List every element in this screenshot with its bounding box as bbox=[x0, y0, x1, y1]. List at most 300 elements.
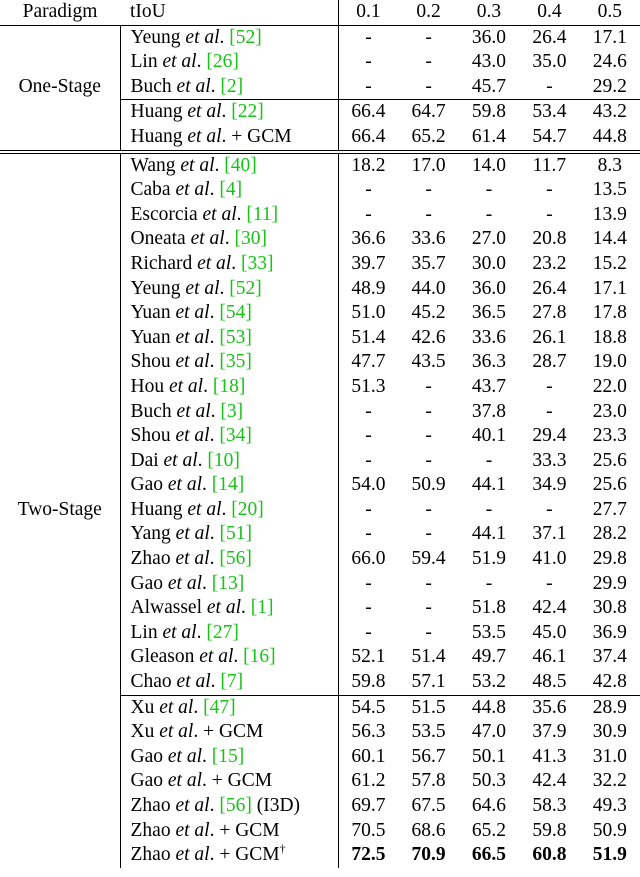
method-suffix: . + GCM bbox=[221, 125, 292, 147]
value-cell: 51.4 bbox=[351, 326, 386, 348]
citation[interactable]: [56] bbox=[219, 795, 252, 816]
value-cell: - bbox=[365, 621, 372, 643]
method-author: Huang bbox=[130, 125, 183, 147]
method-suffix: . bbox=[209, 326, 220, 348]
value-cell: 30.9 bbox=[592, 721, 627, 743]
method-suffix: . bbox=[197, 449, 208, 471]
value-cell: - bbox=[485, 498, 493, 520]
value-cell: 26.1 bbox=[532, 326, 567, 348]
header-tiou: tIoU bbox=[120, 0, 338, 25]
value-cell: 72.5 bbox=[351, 844, 386, 866]
value-cell: 24.6 bbox=[592, 51, 627, 73]
method-suffix: . + GCM bbox=[193, 721, 264, 743]
value-cell: 45.0 bbox=[532, 621, 567, 643]
method-etal: et al bbox=[175, 795, 210, 816]
method-cell bbox=[120, 695, 338, 720]
value-cell: 51.3 bbox=[351, 375, 386, 397]
value-cell: 23.3 bbox=[592, 425, 627, 447]
value-cell: 17.1 bbox=[592, 26, 627, 48]
method-author: Zhao bbox=[130, 795, 171, 816]
method-author: Richard bbox=[130, 252, 193, 274]
value-cell: 23.2 bbox=[532, 252, 567, 274]
header-paradigm: Paradigm bbox=[0, 0, 120, 25]
value-cell: 36.6 bbox=[351, 228, 386, 250]
value-cell: 39.7 bbox=[351, 252, 386, 274]
value-cell: - bbox=[546, 572, 553, 594]
method-etal: et al bbox=[175, 548, 210, 570]
value-cell: 51.0 bbox=[351, 302, 386, 324]
value-cell: - bbox=[425, 375, 432, 397]
method-etal: et al bbox=[180, 154, 215, 176]
method-cell bbox=[120, 745, 338, 770]
value-cell: 68.6 bbox=[411, 819, 446, 841]
value-cell: - bbox=[365, 51, 372, 73]
value-cell: - bbox=[425, 597, 432, 619]
value-cell: 34.9 bbox=[532, 474, 567, 496]
value-cell: 28.2 bbox=[592, 523, 627, 545]
method-author: Lin bbox=[130, 621, 158, 643]
header-threshold: 0.5 bbox=[580, 0, 640, 25]
value-cell: - bbox=[546, 179, 553, 201]
value-cell: 26.4 bbox=[532, 26, 567, 48]
value-cell: 30.8 bbox=[592, 597, 627, 619]
citation[interactable]: [15] bbox=[211, 745, 245, 767]
value-cell: - bbox=[365, 400, 372, 422]
value-cell: 33.6 bbox=[411, 228, 446, 250]
value-cell: 67.5 bbox=[411, 795, 446, 816]
value-cell: 17.0 bbox=[398, 152, 458, 179]
value-cell: 36.0 bbox=[471, 26, 507, 48]
value-cell: 57.8 bbox=[411, 770, 446, 792]
value-cell: 43.2 bbox=[580, 100, 640, 125]
value-cell: 35.0 bbox=[532, 51, 567, 73]
value-cell: 33.3 bbox=[532, 449, 567, 471]
value-cell: 37.1 bbox=[532, 523, 567, 545]
dagger-mark: † bbox=[279, 841, 286, 856]
value-cell: 35.6 bbox=[519, 695, 579, 720]
value-cell: - bbox=[425, 26, 432, 48]
method-etal: et al bbox=[185, 26, 220, 48]
method-suffix: . bbox=[209, 523, 220, 545]
value-cell: 45.2 bbox=[411, 302, 446, 324]
citation[interactable]: [35] bbox=[219, 351, 252, 373]
value-cell: - bbox=[425, 449, 432, 471]
method-etal: et al bbox=[167, 745, 202, 767]
method-cell bbox=[120, 50, 338, 75]
value-cell: 61.4 bbox=[471, 125, 507, 147]
value-cell: - bbox=[425, 498, 432, 520]
value-cell: 44.1 bbox=[471, 523, 507, 545]
method-etal: et al bbox=[185, 277, 220, 299]
citation[interactable]: [20] bbox=[231, 498, 264, 520]
value-cell: 18.2 bbox=[338, 152, 398, 179]
method-author: Shou bbox=[130, 351, 171, 373]
value-cell: - bbox=[546, 203, 553, 225]
value-cell: 66.4 bbox=[351, 125, 386, 147]
method-etal: et al bbox=[176, 671, 211, 693]
method-etal: et al bbox=[175, 326, 210, 348]
method-author: Oneata bbox=[130, 228, 186, 250]
value-cell: - bbox=[485, 572, 493, 594]
citation[interactable]: [18] bbox=[212, 375, 246, 397]
value-cell: 42.8 bbox=[592, 671, 627, 693]
value-cell: 53.5 bbox=[471, 621, 507, 643]
citation[interactable]: [22] bbox=[231, 101, 264, 123]
method-author: Gao bbox=[130, 474, 163, 496]
value-cell: 54.5 bbox=[338, 695, 398, 720]
value-cell: 44.0 bbox=[411, 277, 446, 299]
citation[interactable]: [54] bbox=[219, 302, 252, 324]
value-cell: 54.0 bbox=[351, 474, 386, 496]
method-cell bbox=[120, 769, 338, 794]
value-cell: 70.9 bbox=[411, 844, 446, 866]
value-cell: - bbox=[365, 449, 372, 471]
method-author: Yuan bbox=[130, 326, 171, 348]
value-cell: 13.9 bbox=[592, 203, 627, 225]
value-cell: 14.0 bbox=[459, 152, 519, 179]
citation[interactable]: [26] bbox=[206, 51, 239, 73]
method-cell bbox=[120, 125, 338, 152]
citation[interactable]: [52] bbox=[229, 277, 262, 299]
value-cell: 51.9 bbox=[471, 548, 507, 570]
method-etal: et al bbox=[175, 844, 210, 866]
method-author: Zhao bbox=[130, 844, 171, 866]
method-cell bbox=[120, 326, 338, 351]
value-cell: - bbox=[425, 523, 432, 545]
value-cell: - bbox=[485, 203, 493, 225]
header-threshold: 0.3 bbox=[459, 0, 519, 25]
citation[interactable]: [30] bbox=[234, 228, 267, 250]
citation[interactable]: [1] bbox=[250, 597, 274, 619]
method-cell bbox=[120, 843, 338, 868]
value-cell: 57.1 bbox=[411, 671, 446, 693]
citation[interactable]: [14] bbox=[211, 474, 245, 496]
method-cell bbox=[120, 152, 338, 179]
method-note: (I3D) bbox=[251, 795, 301, 816]
header-row bbox=[0, 0, 640, 25]
method-etal: et al bbox=[199, 646, 234, 668]
method-suffix: . bbox=[209, 179, 220, 201]
value-cell: 59.4 bbox=[411, 548, 446, 570]
value-cell: 60.8 bbox=[532, 844, 567, 866]
method-suffix: . bbox=[231, 252, 241, 274]
value-cell: - bbox=[425, 425, 432, 447]
value-cell: 11.7 bbox=[519, 152, 579, 179]
method-etal: et al bbox=[187, 498, 222, 520]
method-etal: et al bbox=[175, 819, 210, 841]
method-etal: et al bbox=[162, 51, 197, 73]
value-cell: 36.0 bbox=[471, 277, 507, 299]
method-suffix: . bbox=[203, 375, 213, 397]
value-cell: 51.9 bbox=[592, 844, 627, 866]
method-suffix: . bbox=[209, 795, 220, 816]
value-cell: 36.3 bbox=[471, 351, 507, 373]
value-cell: - bbox=[485, 179, 493, 201]
method-cell bbox=[120, 203, 338, 228]
method-author: Chao bbox=[130, 671, 172, 693]
value-cell: 52.1 bbox=[351, 646, 386, 668]
value-cell: - bbox=[425, 179, 432, 201]
value-cell: 41.3 bbox=[532, 745, 567, 767]
value-cell: 44.8 bbox=[592, 125, 627, 147]
method-cell bbox=[120, 400, 338, 425]
method-etal: et al bbox=[162, 621, 197, 643]
value-cell: - bbox=[546, 375, 553, 397]
value-cell: 42.4 bbox=[532, 597, 567, 619]
value-cell: - bbox=[546, 75, 553, 97]
value-cell: 46.1 bbox=[532, 646, 567, 668]
citation[interactable]: [33] bbox=[240, 252, 274, 274]
value-cell: 54.7 bbox=[532, 125, 567, 147]
method-author: Lin bbox=[130, 51, 158, 73]
citation[interactable]: [53] bbox=[219, 326, 252, 348]
value-cell: 49.7 bbox=[471, 646, 507, 668]
method-etal: et al bbox=[187, 125, 222, 147]
value-cell: 53.4 bbox=[519, 100, 579, 125]
method-suffix: . + GCM bbox=[209, 844, 280, 866]
method-etal: et al bbox=[202, 203, 237, 225]
method-cell bbox=[120, 522, 338, 547]
method-cell bbox=[120, 100, 338, 125]
value-cell: 27.7 bbox=[592, 498, 627, 520]
method-suffix: . bbox=[193, 696, 204, 718]
value-cell: 29.2 bbox=[592, 75, 627, 97]
method-suffix: . bbox=[209, 548, 220, 570]
value-cell: 43.5 bbox=[411, 351, 446, 373]
method-author: Buch bbox=[130, 400, 172, 422]
value-cell: 65.2 bbox=[411, 125, 446, 147]
value-cell: 13.5 bbox=[592, 179, 627, 201]
value-cell: - bbox=[365, 498, 372, 520]
method-etal: et al bbox=[175, 179, 210, 201]
citation[interactable]: [40] bbox=[224, 154, 257, 176]
method-cell bbox=[120, 547, 338, 572]
method-suffix: . bbox=[221, 498, 232, 520]
value-cell: 35.7 bbox=[411, 252, 446, 274]
citation[interactable]: [13] bbox=[211, 572, 245, 594]
method-etal: et al bbox=[159, 696, 194, 718]
value-cell: - bbox=[365, 572, 372, 594]
value-cell: 51.8 bbox=[471, 597, 507, 619]
method-author: Gao bbox=[130, 770, 163, 792]
value-cell: 20.8 bbox=[532, 228, 567, 250]
method-author: Hou bbox=[130, 375, 165, 397]
method-author: Huang bbox=[130, 498, 183, 520]
table-row bbox=[0, 25, 640, 50]
value-cell: 58.3 bbox=[532, 795, 567, 816]
citation[interactable]: [3] bbox=[220, 400, 244, 422]
method-etal: et al bbox=[175, 425, 210, 447]
value-cell: - bbox=[425, 51, 432, 73]
value-cell: 27.0 bbox=[471, 228, 507, 250]
value-cell: - bbox=[365, 203, 372, 225]
value-cell: 44.1 bbox=[471, 474, 507, 496]
value-cell: 50.1 bbox=[471, 745, 507, 767]
value-cell: 59.8 bbox=[351, 671, 386, 693]
citation[interactable]: [34] bbox=[219, 425, 252, 447]
citation[interactable]: [51] bbox=[219, 523, 253, 545]
method-suffix: . bbox=[210, 75, 221, 97]
citation[interactable]: [4] bbox=[219, 179, 243, 201]
citation[interactable]: [52] bbox=[229, 26, 262, 48]
method-suffix: . + GCM bbox=[202, 770, 273, 792]
value-cell: 42.6 bbox=[411, 326, 446, 348]
method-author: Yuan bbox=[130, 302, 171, 324]
method-cell bbox=[120, 819, 338, 844]
value-cell: 8.3 bbox=[580, 152, 640, 179]
value-cell: 17.8 bbox=[592, 302, 627, 324]
value-cell: 17.1 bbox=[592, 277, 627, 299]
method-suffix: . bbox=[241, 597, 251, 619]
value-cell: 14.4 bbox=[592, 228, 627, 250]
method-author: Alwassel bbox=[130, 597, 202, 619]
value-cell: 60.1 bbox=[351, 745, 386, 767]
method-etal: et al bbox=[168, 375, 204, 397]
method-etal: et al bbox=[175, 302, 210, 324]
method-cell bbox=[120, 178, 338, 203]
method-suffix: . bbox=[209, 302, 220, 324]
value-cell: 27.8 bbox=[532, 302, 567, 324]
value-cell: 61.2 bbox=[351, 770, 386, 792]
value-cell: 25.6 bbox=[592, 474, 627, 496]
value-cell: 15.2 bbox=[592, 252, 627, 274]
value-cell: 33.6 bbox=[471, 326, 507, 348]
method-cell bbox=[120, 596, 338, 621]
method-suffix: . bbox=[202, 745, 212, 767]
method-etal: et al bbox=[187, 101, 222, 123]
value-cell: 31.0 bbox=[592, 745, 627, 767]
value-cell: - bbox=[425, 203, 432, 225]
value-cell: 42.4 bbox=[532, 770, 567, 792]
method-cell bbox=[120, 572, 338, 597]
method-cell bbox=[120, 645, 338, 670]
method-etal: et al bbox=[206, 597, 241, 619]
method-cell bbox=[120, 252, 338, 277]
method-etal: et al bbox=[175, 523, 210, 545]
value-cell: 36.5 bbox=[471, 302, 507, 324]
value-cell: 64.6 bbox=[471, 795, 507, 816]
method-suffix: . bbox=[196, 621, 207, 643]
value-cell: 23.0 bbox=[592, 400, 627, 422]
method-suffix: . bbox=[233, 646, 244, 668]
method-suffix: . bbox=[202, 474, 212, 496]
value-cell: 49.3 bbox=[592, 795, 627, 816]
method-etal: et al bbox=[175, 351, 210, 373]
value-cell: 53.5 bbox=[411, 721, 446, 743]
citation[interactable]: [47] bbox=[203, 696, 236, 718]
value-cell: 44.8 bbox=[459, 695, 519, 720]
method-etal: et al bbox=[163, 449, 198, 471]
method-etal: et al bbox=[167, 572, 202, 594]
value-cell: 51.5 bbox=[398, 695, 458, 720]
citation[interactable]: [56] bbox=[219, 548, 252, 570]
method-author: Gao bbox=[130, 572, 163, 594]
value-cell: 43.0 bbox=[471, 51, 507, 73]
method-author: Yeung bbox=[130, 26, 181, 48]
table-body bbox=[0, 25, 640, 868]
method-suffix: . bbox=[236, 203, 247, 225]
value-cell: 59.8 bbox=[532, 819, 567, 841]
citation[interactable]: [10] bbox=[207, 449, 240, 471]
citation[interactable]: [7] bbox=[220, 671, 244, 693]
citation[interactable]: [27] bbox=[206, 621, 239, 643]
value-cell: 32.2 bbox=[592, 770, 627, 792]
method-suffix: . bbox=[210, 400, 221, 422]
method-etal: et al bbox=[167, 770, 202, 792]
method-cell bbox=[120, 375, 338, 400]
value-cell: 43.7 bbox=[471, 375, 507, 397]
value-cell: 66.5 bbox=[471, 844, 507, 866]
value-cell: 50.3 bbox=[471, 770, 507, 792]
value-cell: - bbox=[365, 75, 372, 97]
value-cell: 70.5 bbox=[351, 819, 386, 841]
method-cell bbox=[120, 449, 338, 474]
method-etal: et al bbox=[167, 474, 202, 496]
method-author: Zhao bbox=[130, 819, 171, 841]
method-etal: et al bbox=[190, 228, 225, 250]
value-cell: 53.2 bbox=[471, 671, 507, 693]
value-cell: 19.0 bbox=[592, 351, 627, 373]
value-cell: 48.5 bbox=[532, 671, 567, 693]
method-suffix: . bbox=[209, 351, 220, 373]
citation[interactable]: [2] bbox=[220, 75, 244, 97]
method-author: Yeung bbox=[130, 277, 181, 299]
method-etal: et al bbox=[176, 400, 211, 422]
table-row bbox=[0, 152, 640, 179]
value-cell: - bbox=[425, 621, 432, 643]
method-cell bbox=[120, 75, 338, 100]
value-cell: - bbox=[546, 498, 553, 520]
value-cell: - bbox=[425, 572, 432, 594]
method-cell bbox=[120, 670, 338, 695]
method-cell bbox=[120, 498, 338, 523]
header-threshold: 0.2 bbox=[398, 0, 458, 25]
value-cell: 22.0 bbox=[592, 375, 627, 397]
method-suffix: . bbox=[202, 572, 212, 594]
value-cell: 66.4 bbox=[338, 100, 398, 125]
method-suffix: . bbox=[209, 425, 220, 447]
method-cell bbox=[120, 720, 338, 745]
method-author: Yang bbox=[130, 523, 171, 545]
value-cell: - bbox=[485, 449, 493, 471]
citation[interactable]: [16] bbox=[243, 646, 276, 668]
value-cell: - bbox=[546, 400, 553, 422]
method-etal: et al bbox=[159, 721, 194, 743]
value-cell: - bbox=[365, 26, 372, 48]
value-cell: 30.0 bbox=[471, 252, 507, 274]
method-author: Caba bbox=[130, 179, 171, 201]
citation[interactable]: [11] bbox=[246, 203, 279, 225]
value-cell: 64.7 bbox=[398, 100, 458, 125]
value-cell: 59.8 bbox=[459, 100, 519, 125]
value-cell: 29.9 bbox=[592, 572, 627, 594]
method-author: Escorcia bbox=[130, 203, 198, 225]
method-cell bbox=[120, 794, 338, 819]
value-cell: 41.0 bbox=[532, 548, 567, 570]
value-cell: 48.9 bbox=[351, 277, 386, 299]
method-cell bbox=[120, 424, 338, 449]
value-cell: 45.7 bbox=[471, 75, 507, 97]
value-cell: 36.9 bbox=[592, 621, 627, 643]
value-cell: 65.2 bbox=[471, 819, 507, 841]
value-cell: - bbox=[365, 597, 372, 619]
header-threshold: 0.1 bbox=[338, 0, 398, 25]
method-author: Xu bbox=[130, 721, 155, 743]
method-suffix: . bbox=[221, 101, 232, 123]
paradigm-label: Two-Stage bbox=[0, 152, 120, 868]
method-etal: et al bbox=[197, 252, 232, 274]
method-author: Buch bbox=[130, 75, 172, 97]
